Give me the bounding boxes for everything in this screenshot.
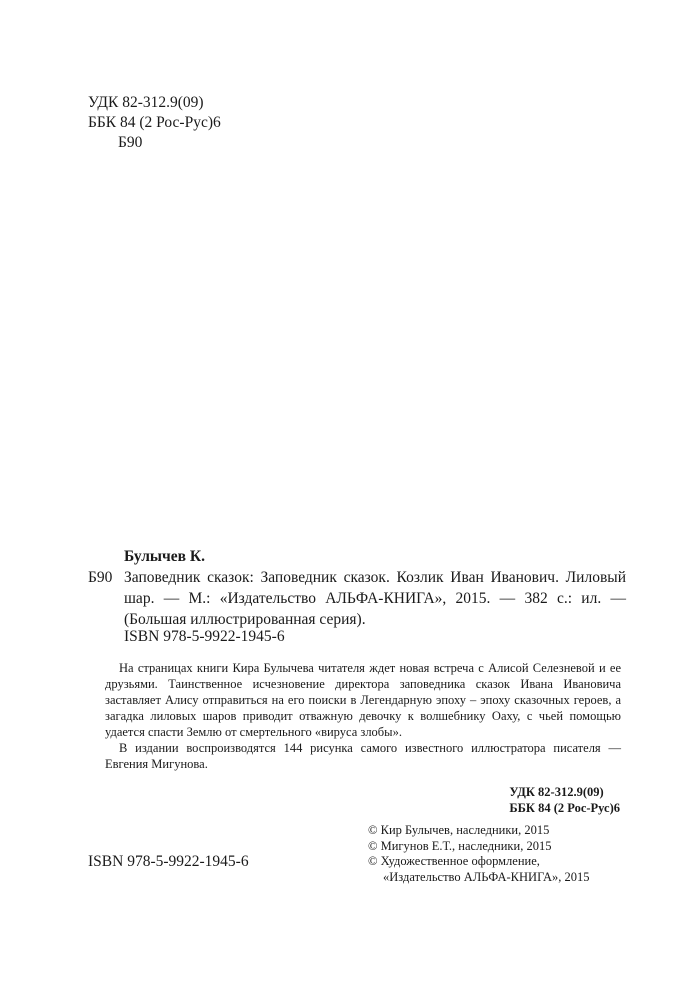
copyright-line: © Художественное оформление, xyxy=(368,854,540,868)
copyright-line: © Мигунов Е.Т., наследники, 2015 xyxy=(368,838,552,853)
entry-isbn: ISBN 978-5-9922-1945-6 xyxy=(124,628,285,645)
annotation xyxy=(105,660,621,772)
author-mark: Б90 xyxy=(118,134,143,151)
isbn-bottom: ISBN 978-5-9922-1945-6 xyxy=(88,853,249,870)
annotation-paragraph: В издании воспроизводятся 144 рисунка самого известного иллюстратора писателя — Евгения Мигунова. xyxy=(105,741,621,771)
bbk-code: ББК 84 (2 Рос-Рус)6 xyxy=(88,114,221,131)
udk-code-bottom: УДК 82-312.9(09) xyxy=(509,785,604,799)
annotation-paragraph: На страницах книги Кира Булычева читателя ждет новая встреча с Алисой Селезневой и ее друзьями. Таинственное исчезновение директора заповедника сказок Ивана Ивановича заставляет Алису отправиться на его поиски в Легендарную эпоху – эпоху сказочных героев, а загадка лиловых шаров приводит отважную девочку к волшебнику Оаху, с чьей помощью удается спасти Землю от смертельного «вируса злобы». xyxy=(105,661,621,739)
copyright-block xyxy=(368,823,589,885)
bbk-code-bottom: ББК 84 (2 Рос-Рус)6 xyxy=(509,801,620,815)
entry-author-mark: Б90 xyxy=(88,569,113,586)
udk-code: УДК 82-312.9(09) xyxy=(88,94,204,111)
bibliographic-description: Заповедник сказок: Заповедник сказок. Козлик Иван Иванович. Лиловый шар. — М.: «Издательство АЛЬФА-КНИГА», 2015. — 382 с.: ил. — (Большая иллюстрированная серия). xyxy=(124,569,626,628)
bottom-classification-codes xyxy=(509,784,620,816)
author-name: Булычев К. xyxy=(124,548,206,565)
top-classification-codes xyxy=(88,93,221,153)
copyright-line: «Издательство АЛЬФА-КНИГА», 2015 xyxy=(383,869,590,884)
copyright-line: © Кир Булычев, наследники, 2015 xyxy=(368,823,550,837)
